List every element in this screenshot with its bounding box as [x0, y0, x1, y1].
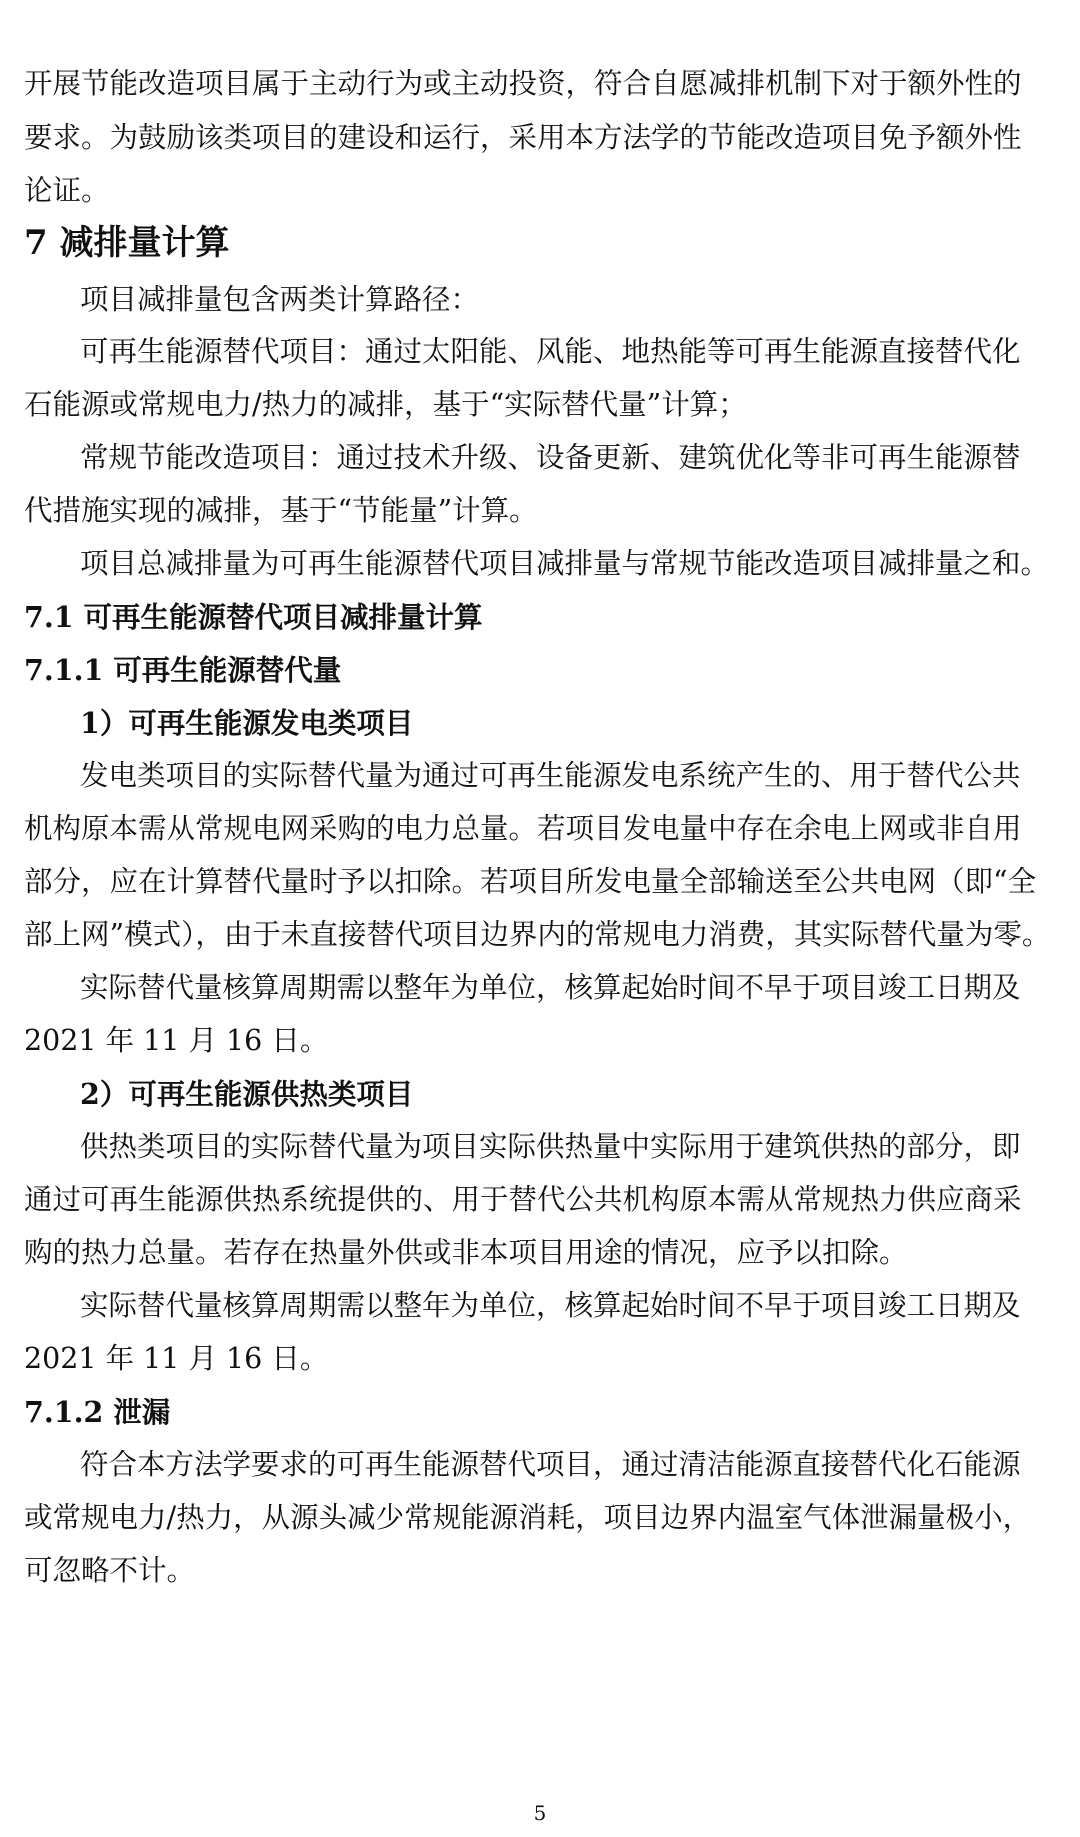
page-number: 5 — [533, 1801, 547, 1825]
subsection-heading-7-1: 7.1 可再生能源替代项目减排量计算 — [24, 600, 483, 634]
paragraph-line: 要求。为鼓励该类项目的建设和运行，采用本方法学的节能改造项目免予额外性 — [24, 121, 1022, 154]
paragraph-line: 符合本方法学要求的可再生能源替代项目，通过清洁能源直接替代化石能源 — [80, 1448, 1021, 1481]
paragraph-line: 购的热力总量。若存在热量外供或非本项目用途的情况，应予以扣除。 — [24, 1236, 908, 1269]
paragraph-line: 发电类项目的实际替代量为通过可再生能源发电系统产生的、用于替代公共 — [80, 759, 1021, 792]
paragraph-line: 常规节能改造项目：通过技术升级、设备更新、建筑优化等非可再生能源替 — [80, 441, 1021, 474]
paragraph-line: 2021 年 11 月 16 日。 — [24, 1342, 329, 1375]
paragraph-line: 部分，应在计算替代量时予以扣除。若项目所发电量全部输送至公共电网（即“全 — [24, 865, 1037, 898]
subsection-heading-7-1-1: 7.1.1 可再生能源替代量 — [24, 653, 342, 687]
item-heading-power: 1）可再生能源发电类项目 — [80, 706, 414, 740]
paragraph-line: 可再生能源替代项目：通过太阳能、风能、地热能等可再生能源直接替代化 — [80, 335, 1021, 368]
paragraph-line: 论证。 — [24, 174, 110, 207]
paragraph-line: 实际替代量核算周期需以整年为单位，核算起始时间不早于项目竣工日期及 — [80, 971, 1021, 1004]
paragraph-line: 石能源或常规电力/热力的减排，基于“实际替代量”计算； — [24, 388, 747, 421]
subsection-heading-7-1-2: 7.1.2 泄漏 — [24, 1395, 171, 1429]
paragraph-line: 机构原本需从常规电网采购的电力总量。若项目发电量中存在余电上网或非自用 — [24, 812, 1022, 845]
paragraph-line: 可忽略不计。 — [24, 1554, 196, 1587]
paragraph-line: 项目减排量包含两类计算路径： — [80, 283, 480, 316]
paragraph-line: 项目总减排量为可再生能源替代项目减排量与常规节能改造项目减排量之和。 — [80, 547, 1050, 580]
section-heading-7: 7 减排量计算 — [24, 223, 230, 263]
paragraph-line: 代措施实现的减排，基于“节能量”计算。 — [24, 494, 538, 527]
paragraph-line: 实际替代量核算周期需以整年为单位，核算起始时间不早于项目竣工日期及 — [80, 1289, 1021, 1322]
paragraph-line: 部上网”模式），由于未直接替代项目边界内的常规电力消费，其实际替代量为零。 — [24, 918, 1051, 951]
paragraph-line: 开展节能改造项目属于主动行为或主动投资，符合自愿减排机制下对于额外性的 — [24, 67, 1022, 100]
paragraph-line: 2021 年 11 月 16 日。 — [24, 1024, 329, 1057]
item-heading-heating: 2）可再生能源供热类项目 — [80, 1077, 414, 1111]
paragraph-line: 或常规电力/热力，从源头减少常规能源消耗，项目边界内温室气体泄漏量极小， — [24, 1501, 1032, 1534]
paragraph-line: 通过可再生能源供热系统提供的、用于替代公共机构原本需从常规热力供应商采 — [24, 1183, 1022, 1216]
paragraph-line: 供热类项目的实际替代量为项目实际供热量中实际用于建筑供热的部分，即 — [80, 1130, 1021, 1163]
